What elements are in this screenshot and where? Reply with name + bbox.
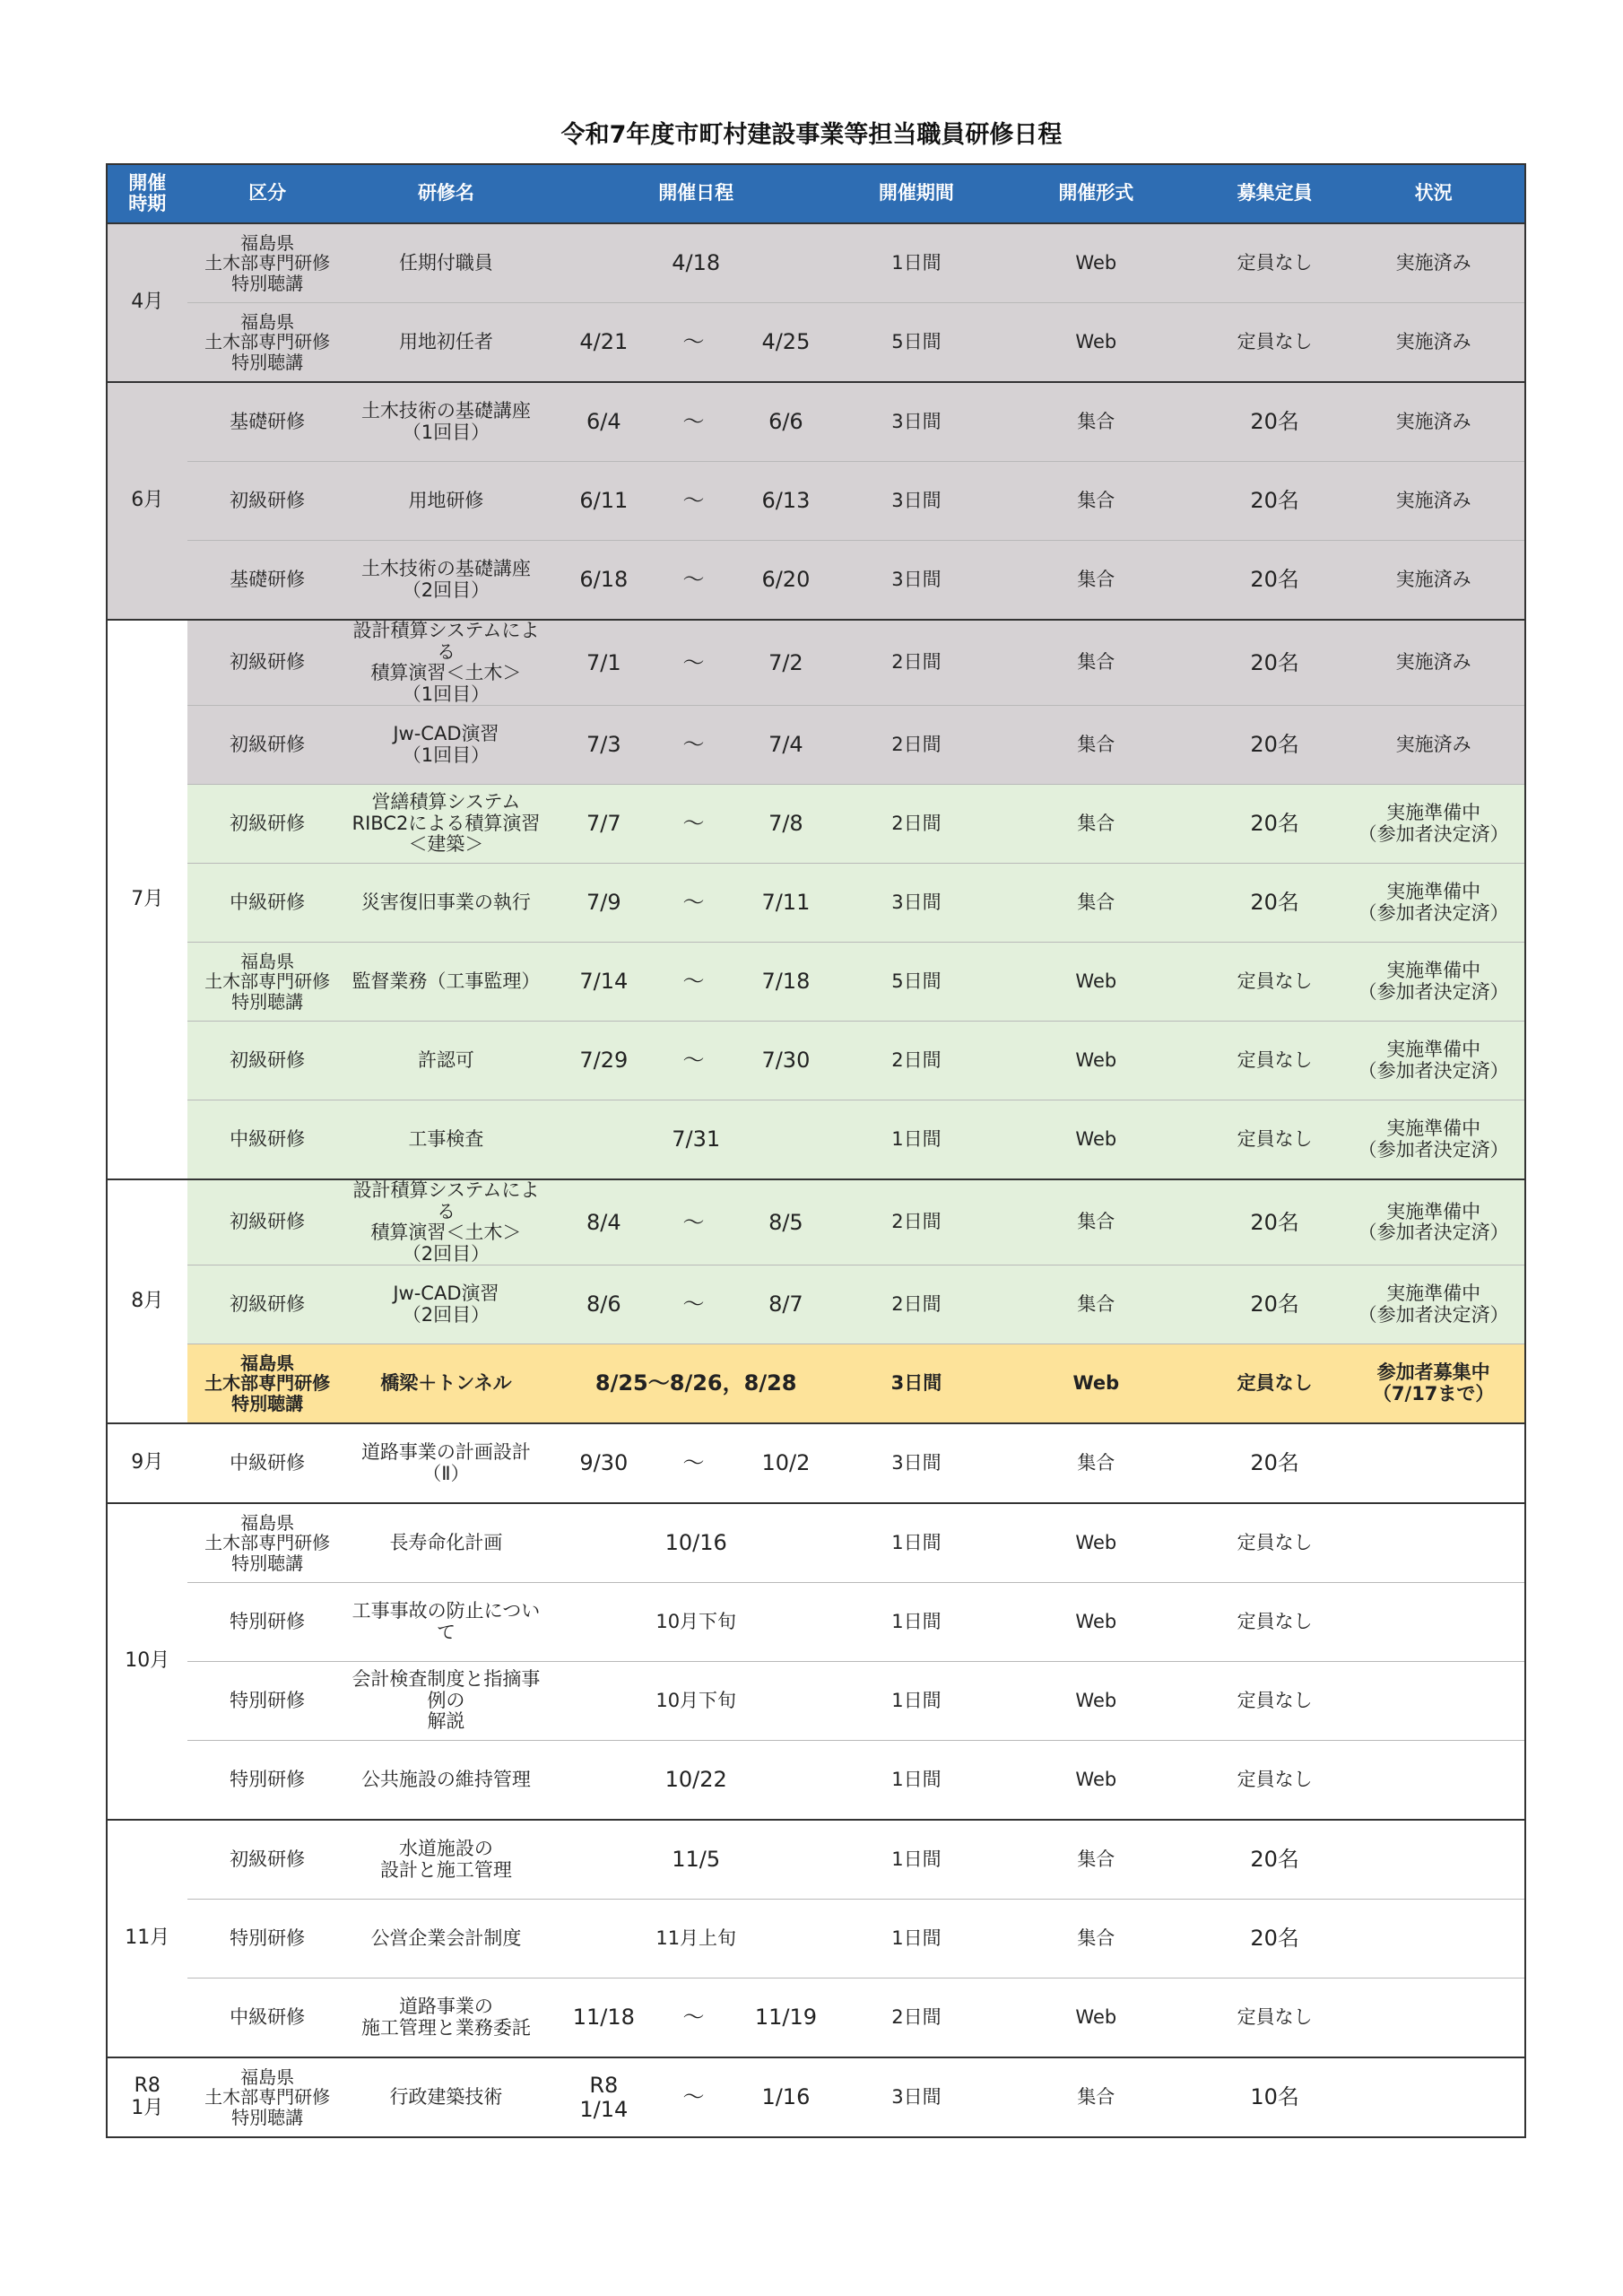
course-cell: 用地初任者 [348,303,545,383]
date-separator: ～ [663,541,724,621]
capacity-cell: 定員なし [1207,1100,1342,1180]
capacity-cell: 10名 [1207,2057,1342,2137]
format-cell: 集合 [985,2057,1207,2137]
duration-cell: 3日間 [847,382,985,462]
course-cell: 公共施設の維持管理 [348,1741,545,1821]
header-status: 状況 [1342,164,1525,223]
start-date-cell: 8/4 [544,1179,663,1265]
category-cell: 初級研修 [187,1022,348,1100]
category-cell: 初級研修 [187,1179,348,1265]
capacity-cell: 定員なし [1207,223,1342,303]
category-cell: 福島県 土木部専門研修 特別聴講 [187,303,348,383]
status-cell [1342,1979,1525,2058]
table-row [107,1503,1525,1583]
date-cell: 11/5 [544,1820,847,1900]
table-row [107,1344,1525,1424]
start-date-cell: 6/11 [544,462,663,541]
course-cell: 設計積算システムによる 積算演習＜土木＞ （1回目） [348,620,545,706]
format-cell: Web [985,1100,1207,1180]
start-date-cell: R8 1/14 [544,2057,663,2137]
capacity-cell: 20名 [1207,462,1342,541]
table-row [107,223,1525,303]
date-cell: 11月上旬 [544,1900,847,1979]
course-cell: 土木技術の基礎講座 （1回目） [348,382,545,462]
status-cell: 実施準備中 （参加者決定済） [1342,943,1525,1022]
duration-cell: 2日間 [847,1265,985,1344]
end-date-cell: 8/7 [725,1265,848,1344]
category-cell: 初級研修 [187,620,348,706]
capacity-cell: 20名 [1207,620,1342,706]
category-cell: 中級研修 [187,1423,348,1503]
month-cell: 11月 [107,1820,187,2057]
duration-cell: 2日間 [847,785,985,864]
status-cell: 実施準備中 （参加者決定済） [1342,785,1525,864]
table-row [107,2057,1525,2137]
capacity-cell: 20名 [1207,864,1342,943]
category-cell: 特別研修 [187,1662,348,1741]
duration-cell: 1日間 [847,1662,985,1741]
table-row [107,706,1525,785]
date-separator: ～ [663,1265,724,1344]
format-cell: Web [985,1344,1207,1424]
duration-cell: 1日間 [847,1100,985,1180]
status-cell [1342,1820,1525,1900]
start-date-cell: 7/1 [544,620,663,706]
format-cell: 集合 [985,785,1207,864]
status-cell [1342,1583,1525,1662]
end-date-cell: 7/2 [725,620,848,706]
duration-cell: 3日間 [847,864,985,943]
table-row [107,1662,1525,1741]
date-separator: ～ [663,706,724,785]
format-cell: 集合 [985,864,1207,943]
course-cell: 工事検査 [348,1100,545,1180]
format-cell: 集合 [985,1179,1207,1265]
table-row [107,1900,1525,1979]
course-cell: 長寿命化計画 [348,1503,545,1583]
duration-cell: 2日間 [847,1022,985,1100]
category-cell: 初級研修 [187,1265,348,1344]
end-date-cell: 7/8 [725,785,848,864]
course-cell: 水道施設の 設計と施工管理 [348,1820,545,1900]
category-cell: 福島県 土木部専門研修 特別聴講 [187,223,348,303]
format-cell: 集合 [985,1423,1207,1503]
date-separator: ～ [663,943,724,1022]
status-cell: 実施済み [1342,541,1525,621]
date-separator: ～ [663,382,724,462]
course-cell: 任期付職員 [348,223,545,303]
date-cell: 10月下旬 [544,1583,847,1662]
date-cell: 4/18 [544,223,847,303]
capacity-cell: 定員なし [1207,943,1342,1022]
category-cell: 初級研修 [187,1820,348,1900]
table-row [107,785,1525,864]
start-date-cell: 6/4 [544,382,663,462]
category-cell: 特別研修 [187,1900,348,1979]
header-period: 開催 時期 [107,164,187,223]
category-cell: 中級研修 [187,1100,348,1180]
capacity-cell: 20名 [1207,1265,1342,1344]
date-separator: ～ [663,1979,724,2058]
start-date-cell: 4/21 [544,303,663,383]
category-cell: 初級研修 [187,706,348,785]
month-cell: 7月 [107,620,187,1179]
start-date-cell: 7/29 [544,1022,663,1100]
table-row [107,1179,1525,1265]
table-row [107,382,1525,462]
course-cell: 災害復旧事業の執行 [348,864,545,943]
course-cell: 監督業務（工事監理） [348,943,545,1022]
course-cell: 公営企業会計制度 [348,1900,545,1979]
duration-cell: 5日間 [847,303,985,383]
status-cell [1342,2057,1525,2137]
course-cell: Jw-CAD演習 （2回目） [348,1265,545,1344]
start-date-cell: 11/18 [544,1979,663,2058]
month-cell: 9月 [107,1423,187,1503]
start-date-cell: 7/3 [544,706,663,785]
table-row [107,1741,1525,1821]
duration-cell: 3日間 [847,462,985,541]
format-cell: 集合 [985,1900,1207,1979]
course-cell: 工事事故の防止について [348,1583,545,1662]
duration-cell: 2日間 [847,620,985,706]
month-cell: R8 1月 [107,2057,187,2137]
format-cell: 集合 [985,1265,1207,1344]
format-cell: Web [985,1662,1207,1741]
capacity-cell: 20名 [1207,1820,1342,1900]
table-row [107,1265,1525,1344]
date-cell: 10月下旬 [544,1662,847,1741]
status-cell [1342,1503,1525,1583]
capacity-cell: 定員なし [1207,1503,1342,1583]
capacity-cell: 定員なし [1207,1344,1342,1424]
category-cell: 初級研修 [187,462,348,541]
start-date-cell: 9/30 [544,1423,663,1503]
category-cell: 初級研修 [187,785,348,864]
course-cell: 設計積算システムによる 積算演習＜土木＞ （2回目） [348,1179,545,1265]
start-date-cell: 7/9 [544,864,663,943]
status-cell: 実施済み [1342,303,1525,383]
duration-cell: 2日間 [847,706,985,785]
capacity-cell: 20名 [1207,1423,1342,1503]
date-separator: ～ [663,462,724,541]
end-date-cell: 7/11 [725,864,848,943]
category-cell: 特別研修 [187,1741,348,1821]
header-course: 研修名 [348,164,545,223]
capacity-cell: 20名 [1207,382,1342,462]
month-cell: 6月 [107,382,187,620]
category-cell: 福島県 土木部専門研修 特別聴講 [187,1344,348,1424]
status-cell: 実施済み [1342,706,1525,785]
table-row [107,462,1525,541]
format-cell: 集合 [985,1820,1207,1900]
status-cell [1342,1662,1525,1741]
capacity-cell: 定員なし [1207,303,1342,383]
date-cell: 8/25～8/26，8/28 [544,1344,847,1424]
category-cell: 特別研修 [187,1583,348,1662]
format-cell: Web [985,223,1207,303]
category-cell: 基礎研修 [187,541,348,621]
table-row [107,303,1525,383]
end-date-cell: 6/6 [725,382,848,462]
date-separator: ～ [663,785,724,864]
end-date-cell: 7/4 [725,706,848,785]
duration-cell: 3日間 [847,2057,985,2137]
capacity-cell: 20名 [1207,785,1342,864]
date-cell: 10/16 [544,1503,847,1583]
start-date-cell: 7/7 [544,785,663,864]
table-row [107,1820,1525,1900]
table-row [107,620,1525,706]
category-cell: 福島県 土木部専門研修 特別聴講 [187,2057,348,2137]
header-schedule: 開催日程 [544,164,847,223]
status-cell: 実施済み [1342,223,1525,303]
header-row [107,164,1525,223]
format-cell: Web [985,1741,1207,1821]
format-cell: Web [985,1503,1207,1583]
end-date-cell: 10/2 [725,1423,848,1503]
status-cell: 実施済み [1342,382,1525,462]
format-cell: Web [985,1979,1207,2058]
end-date-cell: 7/18 [725,943,848,1022]
course-cell: 橋梁＋トンネル [348,1344,545,1424]
status-cell: 実施準備中 （参加者決定済） [1342,1179,1525,1265]
status-cell: 実施準備中 （参加者決定済） [1342,864,1525,943]
duration-cell: 2日間 [847,1179,985,1265]
format-cell: Web [985,1022,1207,1100]
month-cell: 4月 [107,223,187,382]
table-row [107,1022,1525,1100]
duration-cell: 5日間 [847,943,985,1022]
status-cell: 実施準備中 （参加者決定済） [1342,1022,1525,1100]
format-cell: 集合 [985,382,1207,462]
capacity-cell: 20名 [1207,541,1342,621]
course-cell: 用地研修 [348,462,545,541]
capacity-cell: 定員なし [1207,1022,1342,1100]
status-cell: 参加者募集中 （7/17まで） [1342,1344,1525,1424]
header-format: 開催形式 [985,164,1207,223]
capacity-cell: 定員なし [1207,1979,1342,2058]
page-title: 令和7年度市町村建設事業等担当職員研修日程 [560,121,1063,149]
status-cell [1342,1423,1525,1503]
category-cell: 中級研修 [187,1979,348,2058]
capacity-cell: 20名 [1207,706,1342,785]
header-category: 区分 [187,164,348,223]
end-date-cell: 1/16 [725,2057,848,2137]
course-cell: 会計検査制度と指摘事例の 解説 [348,1662,545,1741]
date-separator: ～ [663,1179,724,1265]
end-date-cell: 7/30 [725,1022,848,1100]
duration-cell: 1日間 [847,223,985,303]
capacity-cell: 定員なし [1207,1583,1342,1662]
capacity-cell: 20名 [1207,1900,1342,1979]
end-date-cell: 11/19 [725,1979,848,2058]
status-cell: 実施準備中 （参加者決定済） [1342,1265,1525,1344]
category-cell: 基礎研修 [187,382,348,462]
course-cell: 道路事業の計画設計（Ⅱ） [348,1423,545,1503]
duration-cell: 1日間 [847,1741,985,1821]
duration-cell: 1日間 [847,1583,985,1662]
course-cell: 道路事業の 施工管理と業務委託 [348,1979,545,2058]
duration-cell: 3日間 [847,541,985,621]
status-cell [1342,1741,1525,1821]
end-date-cell: 4/25 [725,303,848,383]
course-cell: 行政建築技術 [348,2057,545,2137]
capacity-cell: 定員なし [1207,1741,1342,1821]
format-cell: Web [985,1583,1207,1662]
end-date-cell: 6/20 [725,541,848,621]
month-cell: 8月 [107,1179,187,1423]
capacity-cell: 20名 [1207,1179,1342,1265]
course-cell: 営繕積算システム RIBC2による積算演習 ＜建築＞ [348,785,545,864]
table-row [107,1423,1525,1503]
end-date-cell: 8/5 [725,1179,848,1265]
end-date-cell: 6/13 [725,462,848,541]
table-row [107,1100,1525,1180]
category-cell: 福島県 土木部専門研修 特別聴講 [187,1503,348,1583]
start-date-cell: 8/6 [544,1265,663,1344]
date-separator: ～ [663,303,724,383]
duration-cell: 2日間 [847,1979,985,2058]
duration-cell: 3日間 [847,1423,985,1503]
category-cell: 福島県 土木部専門研修 特別聴講 [187,943,348,1022]
status-cell: 実施準備中 （参加者決定済） [1342,1100,1525,1180]
status-cell [1342,1900,1525,1979]
start-date-cell: 7/14 [544,943,663,1022]
capacity-cell: 定員なし [1207,1662,1342,1741]
duration-cell: 1日間 [847,1503,985,1583]
status-cell: 実施済み [1342,620,1525,706]
date-separator: ～ [663,2057,724,2137]
table-row [107,864,1525,943]
training-schedule-table [106,163,1526,2138]
table-row [107,943,1525,1022]
month-cell: 10月 [107,1503,187,1820]
format-cell: 集合 [985,462,1207,541]
date-separator: ～ [663,620,724,706]
format-cell: Web [985,303,1207,383]
format-cell: 集合 [985,620,1207,706]
date-separator: ～ [663,1022,724,1100]
course-cell: Jw-CAD演習 （1回目） [348,706,545,785]
format-cell: 集合 [985,706,1207,785]
header-capacity: 募集定員 [1207,164,1342,223]
format-cell: Web [985,943,1207,1022]
table-row [107,541,1525,621]
date-separator: ～ [663,864,724,943]
course-cell: 許認可 [348,1022,545,1100]
table-row [107,1583,1525,1662]
duration-cell: 3日間 [847,1344,985,1424]
date-cell: 7/31 [544,1100,847,1180]
format-cell: 集合 [985,541,1207,621]
date-separator: ～ [663,1423,724,1503]
course-cell: 土木技術の基礎講座 （2回目） [348,541,545,621]
table-row [107,1979,1525,2058]
status-cell: 実施済み [1342,462,1525,541]
duration-cell: 1日間 [847,1900,985,1979]
date-cell: 10/22 [544,1741,847,1821]
start-date-cell: 6/18 [544,541,663,621]
duration-cell: 1日間 [847,1820,985,1900]
header-duration: 開催期間 [847,164,985,223]
category-cell: 中級研修 [187,864,348,943]
